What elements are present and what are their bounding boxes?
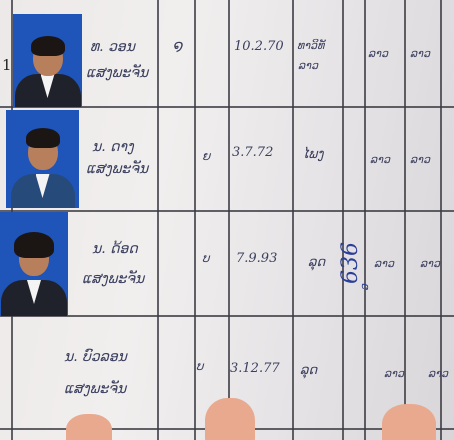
person-surname: ແສງພະຈັນ: [64, 381, 127, 397]
cell-col-a: ໑: [172, 36, 183, 55]
cell-col-f: ລາວ: [420, 257, 441, 270]
person-name: ນ. ດ້ອດ: [92, 241, 138, 257]
person-surname: ແສງພະຈັນ: [86, 65, 149, 81]
cell-col-c: ລຸດ: [300, 363, 318, 378]
id-photo: [0, 212, 68, 316]
cell-col-c: ໄພງ: [302, 147, 324, 162]
date-of-birth: 3.12.77: [230, 361, 280, 376]
id-photo: [6, 110, 79, 208]
date-of-birth: 3.7.72: [232, 145, 274, 160]
cell-col-e: ລາວ: [370, 153, 391, 166]
cell-col-b: ບ: [196, 359, 204, 373]
vertical-note: 636: [338, 242, 363, 284]
grid-line-vertical: [404, 0, 406, 440]
finger: [382, 404, 436, 440]
cell-col-e: ລາວ: [384, 367, 405, 380]
cell-col-b: ບ: [202, 251, 210, 265]
person-surname: ແສງພະຈັນ: [82, 271, 145, 287]
grid-line-vertical: [364, 0, 366, 440]
person-name: ທ. ວອນ: [90, 39, 136, 55]
date-of-birth: 10.2.70: [234, 39, 284, 54]
person-name: ນ. ດາງ: [92, 139, 134, 155]
cell-col-f: ລາວ: [428, 367, 449, 380]
date-of-birth: 7.9.93: [236, 251, 278, 266]
cell-col-f: ລາວ: [410, 47, 431, 60]
grid-line-vertical: [194, 0, 196, 440]
grid-line-vertical: [342, 0, 344, 440]
person-name: ນ. ບົວລອນ: [64, 349, 127, 365]
cell-col-e: ລາວ: [368, 47, 389, 60]
finger: [66, 414, 112, 440]
left-edge-mark: 1: [2, 56, 12, 74]
grid-line-vertical: [157, 0, 159, 440]
cell-col-c-line2: ລາວ: [298, 59, 319, 72]
grid-line-horizontal: [0, 315, 454, 317]
cell-col-e: ລາວ: [374, 257, 395, 270]
vertical-note-sub: ວ: [357, 284, 371, 291]
cell-col-f: ລາວ: [410, 153, 431, 166]
id-photo: [13, 14, 82, 107]
grid-line-horizontal: [0, 210, 454, 212]
person-surname: ແສງພະຈັນ: [86, 161, 149, 177]
cell-col-b: ຍ: [202, 149, 211, 163]
cell-col-c: ທາວິທັ: [297, 39, 325, 52]
finger: [205, 398, 255, 440]
cell-col-c: ລຸດ: [308, 255, 326, 270]
grid-line-vertical: [292, 0, 294, 440]
